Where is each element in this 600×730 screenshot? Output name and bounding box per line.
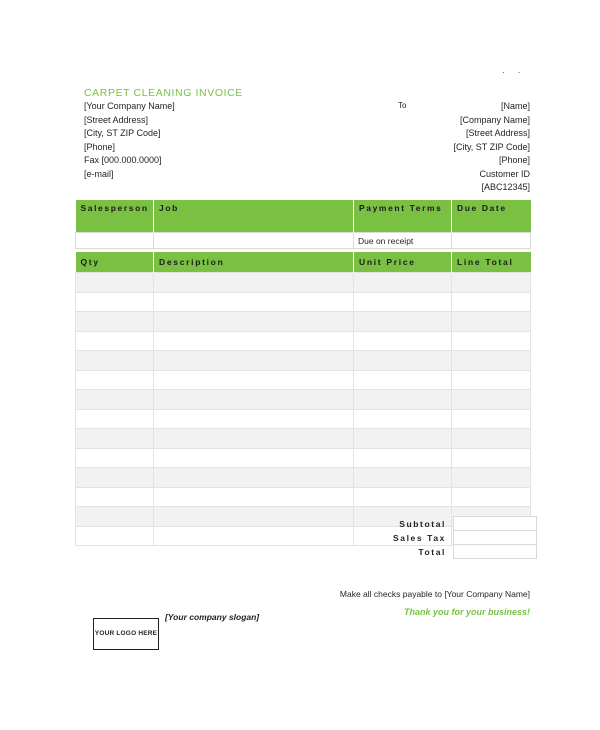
cell-qty[interactable] [76,448,154,468]
cell-unit-price[interactable] [354,312,452,332]
header-qty: Qty [76,252,154,273]
cell-description[interactable] [154,468,354,488]
cell-line-total[interactable] [452,292,531,312]
cell-line-total[interactable] [452,468,531,488]
table-row [76,351,531,371]
cell-payment-terms[interactable]: Due on receipt [354,233,452,249]
cell-description[interactable] [154,390,354,410]
header-payment-terms: Payment Terms [354,200,452,233]
cell-description[interactable] [154,526,354,546]
table-row [76,233,531,249]
label-total: Total [418,546,446,557]
logo-placeholder-label: YOUR LOGO HERE [94,630,158,637]
header-description: Description [154,252,354,273]
cell-description[interactable] [154,507,354,527]
table-header-row [76,252,531,273]
cell-qty[interactable] [76,370,154,390]
customer-line-5: [Phone] [498,155,530,165]
cell-description[interactable] [154,370,354,390]
customer-line-1: [Name] [500,101,530,111]
customer-address-block [453,100,530,195]
cell-qty[interactable] [76,526,154,546]
cell-qty[interactable] [76,273,154,293]
cell-qty[interactable] [76,351,154,371]
cell-line-total[interactable] [452,331,531,351]
cell-qty[interactable] [76,429,154,449]
cell-line-total[interactable] [452,390,531,410]
value-total[interactable] [454,545,537,559]
thank-you-note: Thank you for your business! [403,607,530,617]
line-items-table [75,252,531,546]
table-row [76,448,531,468]
company-line-3: [City, ST ZIP Code] [84,128,161,138]
totals-row-total [360,545,537,559]
cell-job[interactable] [154,233,354,249]
corner-marks: · · [502,67,526,77]
cell-unit-price[interactable] [354,351,452,371]
cell-qty[interactable] [76,292,154,312]
page-title: CARPET CLEANING INVOICE [84,87,243,99]
table-row [76,409,531,429]
table-row [76,370,531,390]
label-subtotal: Subtotal [399,518,446,529]
cell-unit-price[interactable] [354,331,452,351]
cell-description[interactable] [154,487,354,507]
totals-row-subtotal [360,517,537,531]
customer-line-4: [City, ST ZIP Code] [453,141,530,152]
cell-unit-price[interactable] [354,468,452,488]
cell-description[interactable] [154,351,354,371]
invoice-info-table [75,200,531,249]
table-row [76,273,531,293]
customer-id-value: [ABC12345] [481,182,530,192]
cell-line-total[interactable] [452,273,531,293]
cell-description[interactable] [154,312,354,332]
line-items-body [76,273,531,546]
company-line-1: [Your Company Name] [84,101,175,111]
company-slogan: [Your company slogan] [165,612,260,622]
logo-placeholder [93,618,159,650]
header-job: Job [154,200,354,233]
cell-description[interactable] [154,429,354,449]
company-line-4: [Phone] [84,141,116,152]
totals-row-sales-tax [360,531,537,545]
table-row [76,390,531,410]
cell-description[interactable] [154,331,354,351]
cell-description[interactable] [154,292,354,312]
cell-line-total[interactable] [452,351,531,371]
company-line-5: Fax [000.000.0000] [84,155,162,165]
cell-description[interactable] [154,409,354,429]
header-due-date: Due Date [452,200,531,233]
table-row [76,312,531,332]
totals-table [360,516,537,559]
table-row [76,468,531,488]
table-row [76,487,531,507]
company-line-6: [e-mail] [84,168,114,179]
cell-line-total[interactable] [452,487,531,507]
cell-line-total[interactable] [452,448,531,468]
cell-unit-price[interactable] [354,292,452,312]
cell-unit-price[interactable] [354,409,452,429]
cell-unit-price[interactable] [354,273,452,293]
cell-qty[interactable] [76,409,154,429]
header-line-total: Line Total [452,252,531,273]
cell-qty[interactable] [76,507,154,527]
cell-line-total[interactable] [452,312,531,332]
cell-unit-price[interactable] [354,370,452,390]
cell-due-date[interactable] [452,233,531,249]
table-header-row [76,200,531,233]
company-line-2: [Street Address] [84,114,149,125]
cell-qty[interactable] [76,468,154,488]
cell-line-total[interactable] [452,409,531,429]
cell-description[interactable] [154,448,354,468]
label-sales-tax: Sales Tax [393,532,446,543]
cell-unit-price[interactable] [354,448,452,468]
value-sales-tax[interactable] [454,531,537,545]
cell-qty[interactable] [76,487,154,507]
customer-line-3: [Street Address] [465,128,530,138]
cell-unit-price[interactable] [354,390,452,410]
header-salesperson: Salesperson [76,200,154,233]
cell-unit-price[interactable] [354,487,452,507]
table-row [76,331,531,351]
cell-qty[interactable] [76,331,154,351]
table-row [76,292,531,312]
cell-description[interactable] [154,273,354,293]
cell-qty[interactable] [76,312,154,332]
customer-line-2: [Company Name] [459,114,530,125]
value-subtotal[interactable] [454,517,537,531]
cell-qty[interactable] [76,390,154,410]
cell-line-total[interactable] [452,429,531,449]
payable-note: Make all checks payable to [Your Company Name] [339,589,530,599]
cell-line-total[interactable] [452,370,531,390]
customer-id-label: Customer ID [479,168,530,179]
recipient-label: To [398,101,407,110]
table-row [76,429,531,449]
cell-salesperson[interactable] [76,233,154,249]
cell-unit-price[interactable] [354,429,452,449]
company-address-block [84,100,175,181]
header-unit-price: Unit Price [354,252,452,273]
